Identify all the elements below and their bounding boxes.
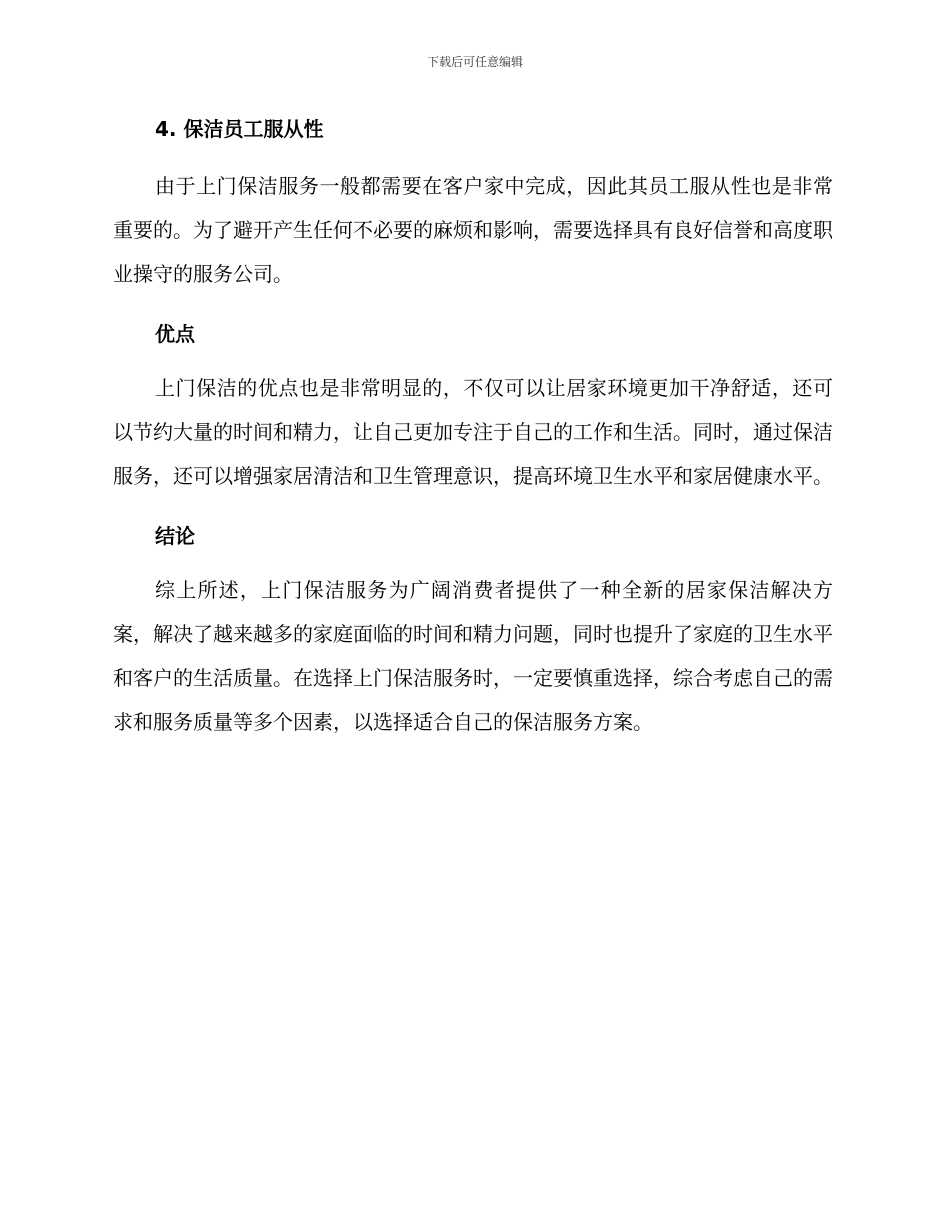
- section-heading-employee-compliance: 4. 保洁员工服从性: [155, 117, 324, 141]
- page-header: 下载后可任意编辑: [426, 55, 523, 69]
- section-paragraph-advantages: 上门保洁的优点也是非常明显的，不仅可以让居家环境更加干净舒适，还可以节约大量的时间和精力，让自己更加专注于自己的工作和生活。同时，通过保洁服务，还可以增强家居清洁和卫生管理意识，提高环境卫生水平和家居健康水平。: [113, 376, 833, 488]
- document-body: [113, 110, 833, 744]
- section-heading-advantages: 优点: [155, 322, 195, 346]
- section-heading-conclusion: 结论: [155, 524, 195, 548]
- section-paragraph-employee-compliance: 由于上门保洁服务一般都需要在客户家中完成，因此其员工服从性也是非常重要的。为了避开产生任何不必要的麻烦和影响，需要选择具有良好信誉和高度职业操守的服务公司。: [113, 174, 833, 286]
- section-paragraph-conclusion: 综上所述，上门保洁服务为广阔消费者提供了一种全新的居家保洁解决方案，解决了越来越多的家庭面临的时间和精力问题，同时也提升了家庭的卫生水平和客户的生活质量。在选择上门保洁服务时，一定要慎重选择，综合考虑自己的需求和服务质量等多个因素，以选择适合自己的保洁服务方案。: [113, 578, 833, 734]
